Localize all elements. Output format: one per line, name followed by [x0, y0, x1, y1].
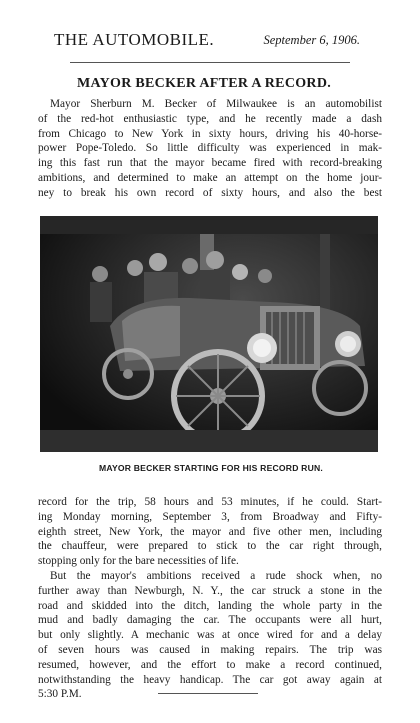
text-line: stopping only for the bare necessities of life.: [38, 555, 239, 568]
article-paragraph-2: [38, 495, 382, 569]
text-line: the chauffeur, were prepared to stick to the car right through,: [38, 540, 382, 553]
running-head: [36, 30, 400, 52]
journal-title: THE AUTOMOBILE.: [54, 30, 215, 49]
text-line: 5:30 P.M.: [38, 688, 82, 701]
text-line: Mayor Sherburn M. Becker of Milwaukee is an automobilist: [50, 98, 382, 110]
text-line: but only slightly. A mechanic was at once wired for and a delay: [38, 629, 382, 642]
article-paragraph-3: [38, 569, 382, 702]
car-photograph: [40, 216, 378, 452]
photo-caption: MAYOR BECKER STARTING FOR HIS RECORD RUN.: [98, 463, 323, 473]
text-line: notwithstanding the heavy handicap. The car got away again at: [38, 673, 382, 686]
text-line: mud and badly damaging the car. The occupants were all hurt,: [38, 614, 382, 627]
issue-date: September 6, 1906.: [263, 33, 360, 47]
text-line: ing Monday morning, September 3, from Broadway and Fifty-: [38, 510, 382, 523]
text-line: eighth street, New York, the mayor and five other men, including: [38, 525, 382, 538]
header-rule: [70, 62, 350, 63]
text-line: power Pope-Toledo. So little difficulty was experienced in mak-: [38, 142, 382, 155]
text-line: of seven hours was caused in making repairs. The trip was: [38, 643, 382, 656]
text-line: record for the trip, 58 hours and 53 minutes, if he could. Start-: [38, 496, 382, 508]
text-line: from Chicago to New York in sixty hours, driving his 40-horse-: [38, 127, 382, 140]
text-line: road and skidded into the ditch, landing the whole party in the: [38, 599, 382, 612]
text-line: resumed, however, and the effort to make a record continued,: [38, 658, 382, 671]
text-line: ambitions, and determined to make an attempt on the home jour-: [38, 171, 382, 184]
text-line: of the red-hot enthusiastic type, and he recently made a dash: [38, 112, 382, 125]
car-photograph-illustration: [40, 216, 378, 452]
text-line: But the mayor's ambitions received a rude shock when, no: [50, 570, 382, 582]
article-title: MAYOR BECKER AFTER A RECORD.: [76, 76, 332, 91]
text-line: ing this fast run that the mayor became fired with record-breaking: [38, 157, 382, 170]
end-rule: [158, 693, 258, 694]
text-line: further away than Newburgh, N. Y., the car struck a stone in the: [38, 584, 382, 597]
text-line: ney to break his own record of sixty hours, and also the best: [38, 186, 382, 199]
article-paragraph-1: [38, 97, 382, 201]
